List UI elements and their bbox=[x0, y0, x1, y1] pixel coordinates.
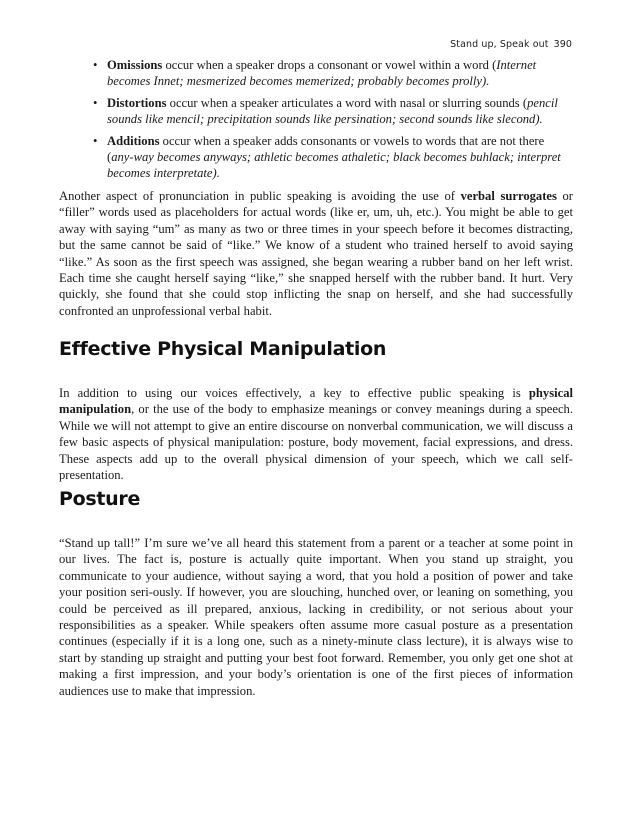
term-additions: Additions bbox=[107, 133, 160, 148]
list-item-distortions bbox=[90, 95, 572, 128]
page-number: 390 bbox=[553, 39, 572, 50]
pronunciation-error-list bbox=[90, 57, 572, 187]
additions-examples: any-way becomes anyways; athletic becomes athaletic; black becomes buhlack; interpret becomes interpretate). bbox=[107, 150, 561, 181]
list-item-additions bbox=[90, 133, 572, 182]
surrogates-text-after: or “filler” words used as placeholders for actual words (like er, um, uh, etc.). You might be able to get away with saying “um” as many as two or three times in your speech before it becomes distracting, but the same cannot be said of “like.” We know of a student who trained herself to avoid saying “like.” As soon as the first speech was assigned, she began wearing a rubber band on her left wrist. Each time she caught herself saying “like,” she snapped herself with the rubber band. It hurt. Very quickly, she found that she could stop inflicting the snap on herself, and she had successfully confronted an unprofessional verbal habit. bbox=[59, 189, 573, 318]
surrogates-text-before: Another aspect of pronunciation in public speaking is avoiding the use of bbox=[59, 189, 455, 203]
omissions-examples: Internet becomes Innet; mesmerized becomes memerized; probably becomes prolly). bbox=[107, 58, 537, 89]
section-heading-posture: Posture bbox=[59, 488, 141, 510]
section-heading-physical-manipulation: Effective Physical Manipulation bbox=[59, 338, 387, 360]
term-physical-manipulation: physical manipulation bbox=[59, 386, 573, 417]
distortions-examples: pencil sounds like mencil; precipitation sounds like persination; second sounds like slecond). bbox=[107, 95, 558, 127]
manipulation-text-after: , or the use of the body to emphasize meanings or convey meanings during a speech. While we will not attempt to give an entire discourse on nonverbal communication, we will discuss a few basic aspects of physical manipulation: posture, body movement, facial expressions, and dress. These aspects add up to the overall physical dimension of your speech, which we call self-presentation. bbox=[59, 402, 573, 483]
running-head-title: Stand up, Speak out bbox=[450, 39, 549, 50]
manipulation-text-before: In addition to using our voices effectively, a key to effective public speaking is bbox=[59, 386, 521, 400]
paragraph-verbal-surrogates bbox=[59, 188, 573, 319]
additions-description: occur when a speaker adds consonants or vowels to words that are not there ( bbox=[107, 133, 545, 165]
running-head bbox=[450, 39, 572, 50]
list-item-omissions bbox=[90, 57, 572, 90]
paragraph-physical-manipulation bbox=[59, 385, 573, 483]
term-distortions: Distortions bbox=[107, 95, 167, 110]
term-verbal-surrogates: verbal surrogates bbox=[460, 189, 557, 203]
paragraph-posture: “Stand up tall!” I’m sure we’ve all heard this statement from a parent or a teacher at some point in our lives. The fact is, posture is actually quite important. When you stand up straight, you communicate to your audience, without saying a word, that you hold a position of power and take your position seri-ously. If however, you are slouching, hunched over, or leaning on something, you could be perceived as ill prepared, anxious, lacking in credibility, or not serious about your responsibilities as a speaker. While speakers often assume more casual posture as a presentation continues (especially if it is a long one, such as a ninety-minute class lecture), it is always wise to start by standing up straight and putting your best foot forward. Remember, you only get one shot at making a first impression, and your body’s orientation is one of the first pieces of information audiences use to make that impression. bbox=[59, 536, 573, 698]
omissions-description: occur when a speaker drops a consonant or vowel within a word ( bbox=[165, 58, 497, 72]
distortions-description: occur when a speaker articulates a word with nasal or slurring sounds ( bbox=[169, 95, 528, 110]
term-omissions: Omissions bbox=[107, 58, 163, 72]
